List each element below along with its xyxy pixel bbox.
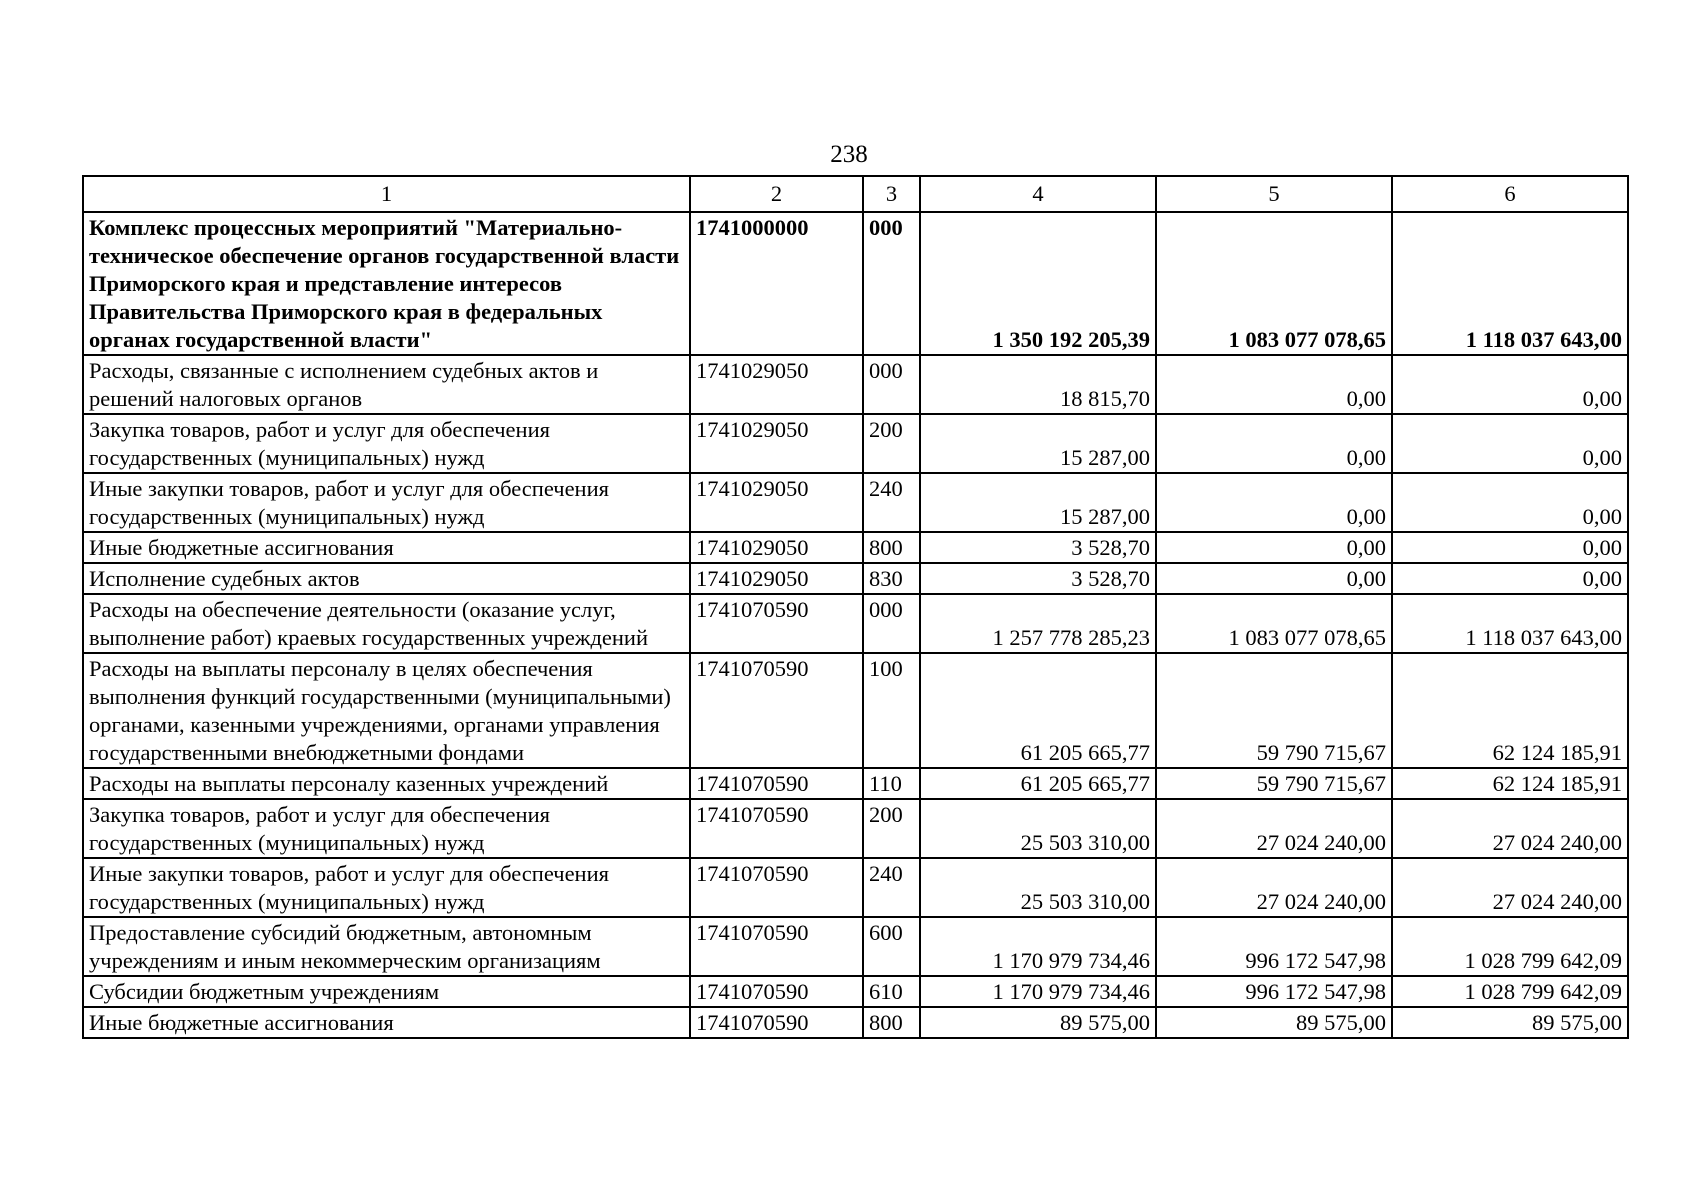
amount-col-5: 89 575,00: [1156, 1007, 1392, 1038]
expense-type-code: 200: [863, 799, 920, 858]
target-article-code: 1741070590: [690, 976, 863, 1007]
amount-col-5: 1 083 077 078,65: [1156, 594, 1392, 653]
amount-col-6: 0,00: [1392, 473, 1628, 532]
expense-type-code: 600: [863, 917, 920, 976]
amount-col-5: 996 172 547,98: [1156, 976, 1392, 1007]
item-name: Иные бюджетные ассигнования: [83, 532, 690, 563]
table-row: [83, 976, 1628, 1007]
column-header: 4: [920, 176, 1156, 212]
expense-type-code: 830: [863, 563, 920, 594]
table-row: [83, 473, 1628, 532]
target-article-code: 1741070590: [690, 768, 863, 799]
amount-col-4: 15 287,00: [920, 414, 1156, 473]
amount-col-4: 1 350 192 205,39: [920, 212, 1156, 355]
amount-col-5: 27 024 240,00: [1156, 858, 1392, 917]
table-row: [83, 414, 1628, 473]
target-article-code: 1741070590: [690, 594, 863, 653]
amount-col-5: 0,00: [1156, 414, 1392, 473]
amount-col-4: 1 170 979 734,46: [920, 917, 1156, 976]
item-name: Закупка товаров, работ и услуг для обеспечения государственных (муниципальных) нужд: [83, 414, 690, 473]
expense-type-code: 240: [863, 473, 920, 532]
expense-type-code: 000: [863, 355, 920, 414]
expense-type-code: 000: [863, 594, 920, 653]
amount-col-4: 15 287,00: [920, 473, 1156, 532]
header-row: [83, 176, 1628, 212]
item-name: Предоставление субсидий бюджетным, автономным учреждениям и иным некоммерческим организациям: [83, 917, 690, 976]
amount-col-4: 25 503 310,00: [920, 799, 1156, 858]
budget-table-body: [83, 212, 1628, 1038]
amount-col-6: 0,00: [1392, 532, 1628, 563]
page-number: 238: [830, 141, 868, 168]
amount-col-4: 3 528,70: [920, 532, 1156, 563]
amount-col-5: 1 083 077 078,65: [1156, 212, 1392, 355]
item-name: Расходы на выплаты персоналу в целях обеспечения выполнения функций государственными (муниципальными) органами, казенными учреждениями, органами управления государственными внебюджетными фондами: [83, 653, 690, 768]
expense-type-code: 200: [863, 414, 920, 473]
target-article-code: 1741070590: [690, 858, 863, 917]
amount-col-4: 61 205 665,77: [920, 768, 1156, 799]
amount-col-6: 0,00: [1392, 414, 1628, 473]
amount-col-5: 0,00: [1156, 473, 1392, 532]
amount-col-5: 0,00: [1156, 563, 1392, 594]
item-name: Расходы, связанные с исполнением судебных актов и решений налоговых органов: [83, 355, 690, 414]
expense-type-code: 110: [863, 768, 920, 799]
table-row: [83, 594, 1628, 653]
target-article-code: 1741029050: [690, 563, 863, 594]
amount-col-4: 1 257 778 285,23: [920, 594, 1156, 653]
amount-col-5: 0,00: [1156, 355, 1392, 414]
table-row: [83, 1007, 1628, 1038]
item-name: Расходы на обеспечение деятельности (оказание услуг, выполнение работ) краевых государственных учреждений: [83, 594, 690, 653]
target-article-code: 1741000000: [690, 212, 863, 355]
item-name: Иные бюджетные ассигнования: [83, 1007, 690, 1038]
amount-col-5: 59 790 715,67: [1156, 768, 1392, 799]
table-row: [83, 355, 1628, 414]
amount-col-6: 0,00: [1392, 563, 1628, 594]
amount-col-6: 1 118 037 643,00: [1392, 212, 1628, 355]
amount-col-6: 89 575,00: [1392, 1007, 1628, 1038]
target-article-code: 1741070590: [690, 1007, 863, 1038]
column-header: 2: [690, 176, 863, 212]
table-row: [83, 768, 1628, 799]
item-name: Иные закупки товаров, работ и услуг для обеспечения государственных (муниципальных) нужд: [83, 858, 690, 917]
amount-col-4: 1 170 979 734,46: [920, 976, 1156, 1007]
amount-col-4: 3 528,70: [920, 563, 1156, 594]
table-row: [83, 563, 1628, 594]
amount-col-6: 1 118 037 643,00: [1392, 594, 1628, 653]
table-row: [83, 653, 1628, 768]
amount-col-6: 1 028 799 642,09: [1392, 917, 1628, 976]
item-name: Исполнение судебных актов: [83, 563, 690, 594]
column-header: 6: [1392, 176, 1628, 212]
target-article-code: 1741070590: [690, 799, 863, 858]
amount-col-6: 27 024 240,00: [1392, 799, 1628, 858]
expense-type-code: 800: [863, 532, 920, 563]
expense-type-code: 100: [863, 653, 920, 768]
amount-col-5: 59 790 715,67: [1156, 653, 1392, 768]
target-article-code: 1741070590: [690, 917, 863, 976]
expense-type-code: 000: [863, 212, 920, 355]
amount-col-4: 89 575,00: [920, 1007, 1156, 1038]
amount-col-5: 0,00: [1156, 532, 1392, 563]
target-article-code: 1741029050: [690, 532, 863, 563]
table-row: [83, 917, 1628, 976]
target-article-code: 1741070590: [690, 653, 863, 768]
column-header: 5: [1156, 176, 1392, 212]
table-row: [83, 212, 1628, 355]
budget-table: [82, 175, 1629, 1039]
item-name: Комплекс процессных мероприятий "Материально-техническое обеспечение органов государственной власти Приморского края и представление интересов Правительства Приморского края в федеральных органах государственной власти": [83, 212, 690, 355]
amount-col-6: 62 124 185,91: [1392, 768, 1628, 799]
target-article-code: 1741029050: [690, 473, 863, 532]
target-article-code: 1741029050: [690, 414, 863, 473]
amount-col-4: 18 815,70: [920, 355, 1156, 414]
amount-col-5: 27 024 240,00: [1156, 799, 1392, 858]
amount-col-6: 27 024 240,00: [1392, 858, 1628, 917]
item-name: Субсидии бюджетным учреждениям: [83, 976, 690, 1007]
amount-col-6: 1 028 799 642,09: [1392, 976, 1628, 1007]
table-row: [83, 799, 1628, 858]
amount-col-5: 996 172 547,98: [1156, 917, 1392, 976]
amount-col-6: 0,00: [1392, 355, 1628, 414]
amount-col-4: 25 503 310,00: [920, 858, 1156, 917]
item-name: Закупка товаров, работ и услуг для обеспечения государственных (муниципальных) нужд: [83, 799, 690, 858]
expense-type-code: 800: [863, 1007, 920, 1038]
amount-col-6: 62 124 185,91: [1392, 653, 1628, 768]
expense-type-code: 240: [863, 858, 920, 917]
amount-col-4: 61 205 665,77: [920, 653, 1156, 768]
item-name: Иные закупки товаров, работ и услуг для обеспечения государственных (муниципальных) нужд: [83, 473, 690, 532]
table-row: [83, 532, 1628, 563]
column-header: 3: [863, 176, 920, 212]
table-row: [83, 858, 1628, 917]
expense-type-code: 610: [863, 976, 920, 1007]
column-header: 1: [83, 176, 690, 212]
item-name: Расходы на выплаты персоналу казенных учреждений: [83, 768, 690, 799]
target-article-code: 1741029050: [690, 355, 863, 414]
